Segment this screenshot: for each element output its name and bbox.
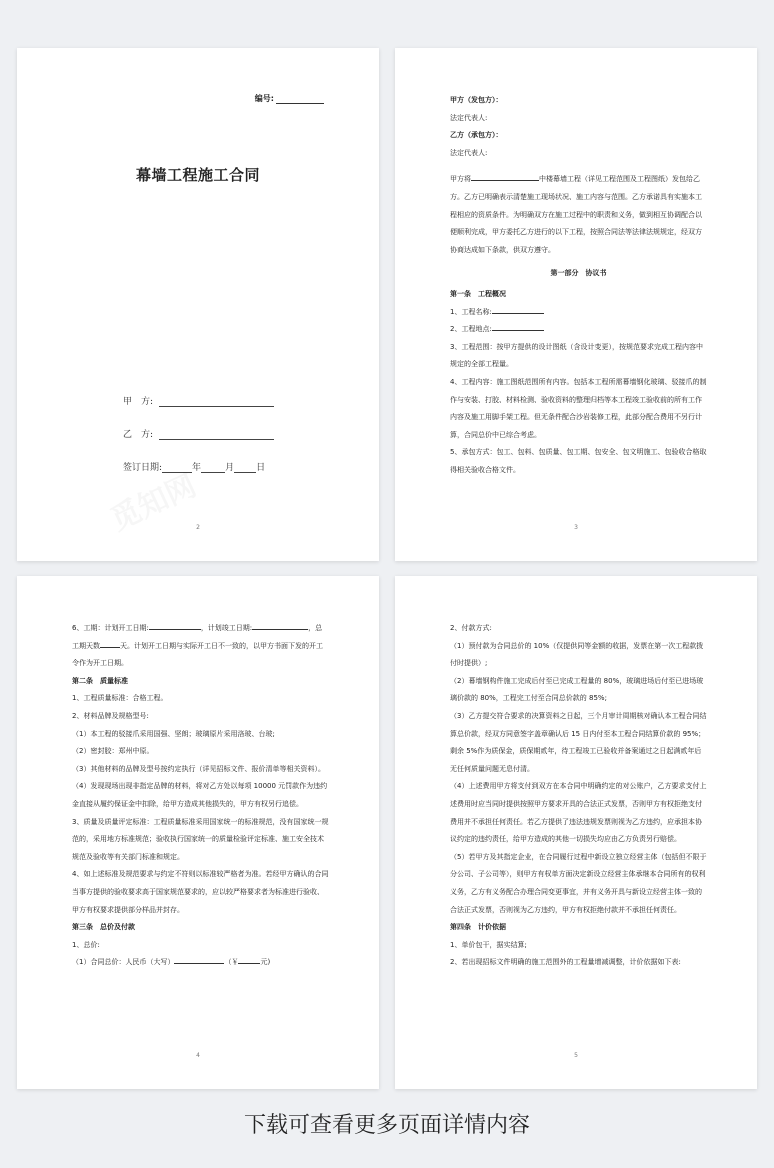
quality-standard: 1、工程质量标准：合格工程。 (72, 694, 168, 703)
party-a-representative: 法定代表人: (450, 113, 488, 122)
article-2-title: 第二条 质量标准 (72, 676, 128, 685)
sign-date-label: 签订日期: (123, 463, 163, 473)
year-label: 年 (192, 463, 202, 473)
payment-item-4: （4）上述费用甲方将支付到双方在本合同中明确约定的对公账户，乙方要求支付上述费用时应当同时提供按照甲方要求开具的合法正式发票，否则甲方有权拒绝支付费用并不承担任何责任。若乙方提供了违法违规发票则视为乙方违约，应承担本协议约定的违约责任，给甲方造成的其他一切损失均应由乙方负责另行赔偿。 (450, 782, 707, 844)
article-3-title: 第三条 总价及付款 (72, 923, 135, 932)
day-label: 日 (256, 463, 266, 473)
total-days-blank (100, 639, 120, 648)
item-scope: 3、工程范围：按甲方提供的设计图纸（含设计变更），按规范要求完成工程内容中规定的全部工程量。 (450, 342, 703, 369)
party-b-line (123, 427, 274, 440)
pricing-basis-2: 2、若出现招标文件明确的施工范围外的工程量增减调整，计价依据如下表: (450, 958, 681, 967)
contract-number-label: 编号: (254, 94, 274, 103)
materials-heading: 2、材料品牌及规格型号: (72, 711, 149, 720)
price-number-blank (238, 955, 260, 964)
party-a-blank (159, 396, 274, 407)
payment-item-1: （1）预付款为合同总价的 10%（仅提供同等金额的收据，发票在第一次工程款拨付时提供）; (450, 641, 704, 668)
article-4-title: 第四条 计价依据 (450, 923, 506, 932)
contract-total-price: （1）合同总价：人民币（大写） （￥ 元) (72, 954, 329, 972)
project-blank (471, 172, 539, 181)
page-number: 4 (196, 1052, 200, 1059)
month-label: 月 (225, 463, 235, 473)
materials-item-2: （2）密封胶：郑州中原。 (72, 747, 154, 756)
party-b-heading: 乙方（承包方）： (450, 131, 503, 140)
contract-title: 幕墙工程施工合同 (135, 166, 260, 184)
page-number: 5 (574, 1052, 578, 1059)
party-b-label: 乙 方: (123, 430, 154, 440)
party-a-label: 甲 方: (123, 397, 154, 407)
start-date-blank (149, 621, 201, 630)
standards-conflict: 4、如上述标准及规范要求与约定不符则以标准较严格者为准。若经甲方确认的合同当事方提供的验收要求高于国家规范要求的，应以较严格要求者为标准进行验收、甲方有权要求提供部分样品并封存。 (72, 870, 329, 914)
month-blank (201, 463, 225, 473)
price-words-blank (174, 955, 224, 964)
party-a-heading: 甲方（发包方）： (450, 96, 503, 104)
page-number: 3 (574, 524, 578, 531)
document-page-3 (395, 48, 757, 561)
document-page-2 (17, 48, 379, 561)
project-name-blank (492, 305, 544, 314)
payment-method-heading: 2、付款方式: (450, 624, 492, 632)
pricing-basis-1: 1、单价包干，据实结算; (450, 940, 527, 949)
sign-date-line (123, 460, 265, 473)
party-a-line (123, 394, 274, 407)
article-1-title: 第一条 工程概况 (450, 289, 506, 298)
download-caption[interactable]: 下载可查看更多页面详情内容 (243, 1113, 530, 1138)
schedule-paragraph: 6、工期：计划开工日期: ，计划竣工日期: ，总工期天数 天。计划开工日期与实际开工日不一致的，以甲方书面下发的开工令作为开工日期。 (72, 620, 329, 673)
document-page-5 (395, 576, 757, 1089)
materials-item-4: （4）发现现场出现非指定品牌的材料，将对乙方处以每项 10000 元罚款作为违约金直接从履约保证金中扣除，给甲方造成其他损失的，甲方有权另行追偿。 (72, 782, 328, 808)
materials-item-3: （3）其他材料的品牌及型号按约定执行（详见招标文件、报价清单等相关资料）。 (72, 764, 325, 773)
day-blank (234, 463, 256, 473)
party-b-blank (159, 429, 274, 440)
payment-item-2: （2）幕墙钢构件施工完成后付至已完成工程量的 80%，玻璃进场后付至已进场玻璃价款的 80%，工程完工付至合同总价款的 85%; (450, 676, 704, 703)
item-project-location: 2、工程地点: (450, 321, 707, 339)
end-date-blank (252, 621, 308, 630)
item-content: 4、工程内容：施工图纸范围所有内容。包括本工程所需幕墙钢化玻璃、驳接爪的制作与安装、打胶、材料检测、验收资料的整理归档等本工程竣工验收前的所有工作内容及施工用脚手架工程。但无条件配合沙岩装修工程，此部分配合费用不另行计算，合同总价中已综合考虑。 (450, 377, 707, 439)
item-contract-mode: 5、承包方式：包工、包料、包质量、包工期、包安全、包文明施工、包验收合格取得相关验收合格文件。 (450, 448, 707, 474)
page-number: 2 (196, 524, 200, 531)
project-location-blank (492, 322, 544, 331)
quality-evaluation: 3、质量及质量评定标准：工程质量标准采用国家统一的标准规范，没有国家统一规范的，采用地方标准规范；验收执行国家统一的质量检验评定标准、施工安全技术规范及验收等有关部门标准和规定。 (72, 817, 329, 861)
contract-number-blank (276, 94, 324, 104)
year-blank (162, 463, 192, 473)
party-b-representative: 法定代表人: (450, 148, 488, 157)
materials-item-1: （1）本工程的驳接爪采用国强、坚朗；玻璃原片采用洛玻、台玻; (72, 729, 275, 738)
payment-item-3: （3）乙方提交符合要求的决算资料之日起，三个月审计周期核对确认本工程合同结算总价款，经双方同意签字盖章确认后 15 日内付至本工程合同结算价款的 95%；剩余 5%作为质保金，质保期贰年，待工程竣工已验收并备案通过之日起满贰年后无任何质量问题无息付清。 (450, 711, 707, 773)
payment-item-5: （5）若甲方及其指定企业，在合同履行过程中新设立独立经营主体（包括但不限于分公司、子公司等），则甲方有权单方面决定新设立经营主体承继本合同所有的权利义务，乙方有义务配合办理合同变更事宜，并有义务开具与新设立经营主体一致的合法正式发票，否则视为乙方违约，甲方有权拒绝付款并不承担任何责任。 (450, 852, 707, 914)
part-title: 第一部分 协议书 (550, 269, 607, 278)
item-project-name: 1、工程名称: (450, 304, 707, 322)
total-price-heading: 1、总价: (72, 940, 100, 949)
document-page-4 (17, 576, 379, 1089)
intro-paragraph: 甲方将 中楼幕墙工程（详见工程范围及工程图纸）发包给乙方。乙方已明确表示清楚施工现场状况、施工内容与范围。乙方承诺具有实施本工程相应的资质条件。为明确双方在施工过程中的职责和义务，做到相互协调配合以便顺利完成，甲方委托乙方进行的以下工程，按照合同法等法律法规规定，经双方协商达成如下条款，供双方遵守。 (450, 171, 707, 259)
contract-number (255, 93, 324, 104)
